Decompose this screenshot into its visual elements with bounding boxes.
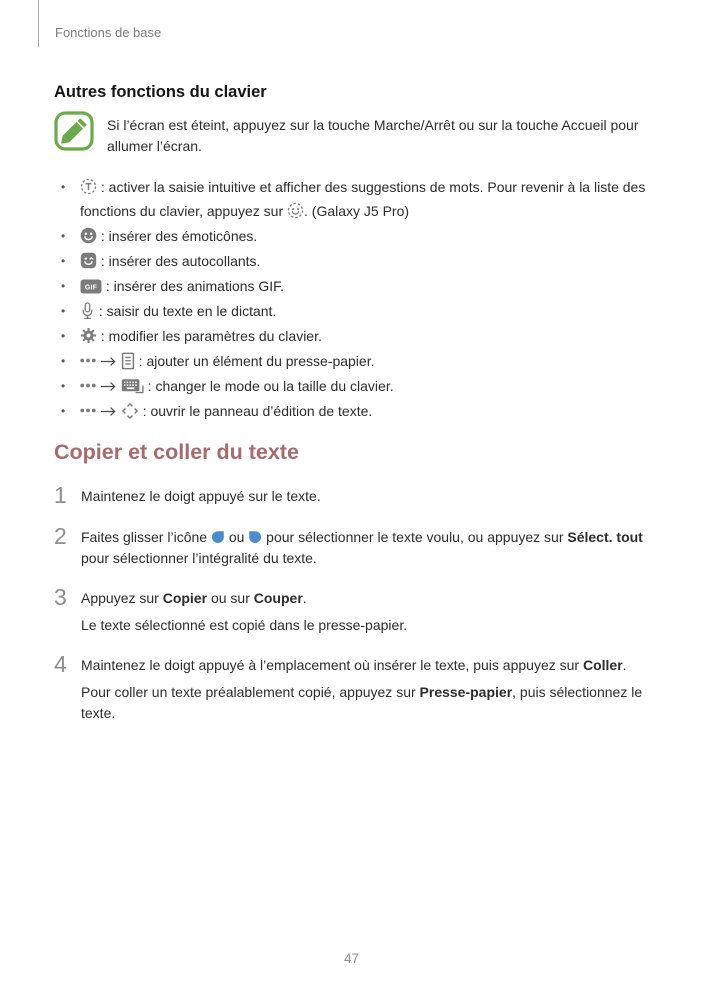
step-text (81, 524, 654, 569)
more-options-icon (80, 406, 96, 415)
keyboard-function-item (54, 350, 654, 374)
text: Faites glisser l’icône (81, 529, 211, 545)
step-paragraph (81, 682, 654, 724)
text: Appuyez sur (81, 590, 163, 606)
step-paragraph (81, 486, 321, 507)
text: . (622, 657, 627, 673)
bullet-marker: • (61, 328, 66, 343)
bullet-marker: • (61, 253, 66, 268)
text: ou sur (207, 590, 254, 606)
step-item (54, 585, 654, 636)
text: . (Galaxy J5 Pro) (304, 202, 410, 219)
keyboard-function-item (54, 176, 654, 223)
step-text (81, 483, 321, 508)
bullet-marker: • (61, 303, 66, 318)
text: pour sélectionner le texte voulu, ou appuyez sur (262, 529, 568, 545)
text: , puis sélectionnez le texte. (81, 684, 643, 721)
page-content (54, 83, 654, 740)
keyboard-function-item (54, 275, 654, 299)
arrow-right-icon (100, 406, 117, 417)
bullet-text (80, 228, 257, 244)
text: : saisir du texte en le dictant. (95, 302, 277, 319)
microphone-icon (80, 302, 95, 320)
text: : changer le mode ou la taille du clavier. (143, 377, 394, 394)
text: : modifier les paramètres du clavier. (97, 327, 322, 344)
arrow-right-icon (100, 381, 117, 392)
bullet-text (80, 253, 260, 269)
text: Pour coller un texte préalablement copié, appuyez sur (81, 684, 420, 700)
step-text (81, 652, 654, 724)
step-number: 3 (54, 584, 67, 610)
note-text (107, 111, 654, 157)
bold-text: Presse-papier (419, 684, 513, 700)
settings-gear-icon (80, 327, 97, 344)
text: : insérer des animations GIF. (102, 277, 285, 294)
bullet-marker: • (61, 403, 66, 418)
keyboard-mode-icon (121, 377, 144, 395)
bullet-text (80, 353, 374, 369)
text: : ajouter un élément du presse-papier. (134, 352, 375, 369)
step-item (54, 652, 654, 724)
bullet-text (80, 378, 394, 394)
note-box (54, 111, 654, 157)
text: : activer la saisie intuitive et afficher des suggestions de mots. Pour revenir à la liste des fonctions du clavier, appuyez sur (80, 179, 646, 219)
bullet-marker: • (61, 228, 66, 243)
header-rule (38, 0, 39, 47)
step-paragraph (81, 527, 654, 569)
bold-text: Sélect. tout (567, 529, 643, 545)
copy-paste-steps (54, 483, 654, 724)
gif-icon (80, 278, 102, 295)
bullet-marker: • (61, 278, 66, 293)
step-paragraph (81, 615, 407, 636)
bold-text: Couper (253, 590, 303, 606)
more-options-icon (80, 381, 96, 390)
text: ou (224, 529, 249, 545)
step-paragraph (81, 655, 654, 676)
bold-text: Copier (162, 590, 208, 606)
bullet-text (80, 179, 645, 219)
step-paragraph (81, 588, 407, 609)
arrow-right-icon (100, 356, 117, 367)
bullet-text (80, 278, 284, 294)
sticker-icon (80, 252, 97, 269)
text-edit-panel-icon (121, 402, 139, 420)
text: pour sélectionner l’intégralité du texte. (81, 550, 317, 566)
bullet-marker: • (61, 180, 66, 194)
keyboard-function-item (54, 300, 654, 324)
keyboard-functions-icon (287, 202, 304, 219)
bullet-text (80, 303, 276, 319)
bullet-marker: • (61, 378, 66, 393)
step-number: 4 (54, 651, 67, 677)
bullet-marker: • (61, 353, 66, 368)
text: Si l’écran est éteint, appuyez sur la touche Marche/Arrêt ou sur la touche Accueil pour allumer l’écran. (107, 117, 639, 154)
note-pencil-icon (54, 111, 94, 151)
page-number: 47 (343, 951, 360, 966)
selection-handle-right-icon (248, 529, 262, 544)
text: . (302, 590, 307, 606)
text: : insérer des autocollants. (97, 252, 261, 269)
bold-text: Coller (582, 657, 623, 673)
section-title-keyboard-functions: Autres fonctions du clavier (54, 83, 267, 101)
predictive-text-icon (80, 178, 97, 195)
step-item (54, 524, 654, 569)
text: : ouvrir le panneau d’édition de texte. (138, 402, 373, 419)
running-header: Fonctions de base (55, 25, 162, 40)
text: : insérer des émoticônes. (97, 227, 258, 244)
step-text (81, 585, 407, 636)
svg-text:GIF: GIF (84, 284, 98, 292)
step-number: 1 (54, 482, 67, 508)
bullet-text (80, 328, 322, 344)
keyboard-function-item (54, 250, 654, 274)
step-item (54, 483, 654, 508)
more-options-icon (80, 356, 96, 365)
keyboard-function-item (54, 400, 654, 424)
keyboard-function-item (54, 325, 654, 349)
clipboard-icon (121, 352, 135, 370)
text: Le texte sélectionné est copié dans le presse-papier. (81, 617, 408, 633)
step-number: 2 (54, 523, 67, 549)
text: Maintenez le doigt appuyé à l’emplacement où insérer le texte, puis appuyez sur (81, 657, 583, 673)
bullet-text (80, 403, 372, 419)
selection-handle-left-icon (211, 529, 225, 544)
keyboard-function-item (54, 225, 654, 249)
keyboard-function-list (54, 176, 654, 423)
text: Maintenez le doigt appuyé sur le texte. (81, 488, 321, 504)
keyboard-function-item (54, 375, 654, 399)
section-title-copy-paste: Copier et coller du texte (54, 440, 299, 464)
emoticon-icon (80, 227, 97, 244)
